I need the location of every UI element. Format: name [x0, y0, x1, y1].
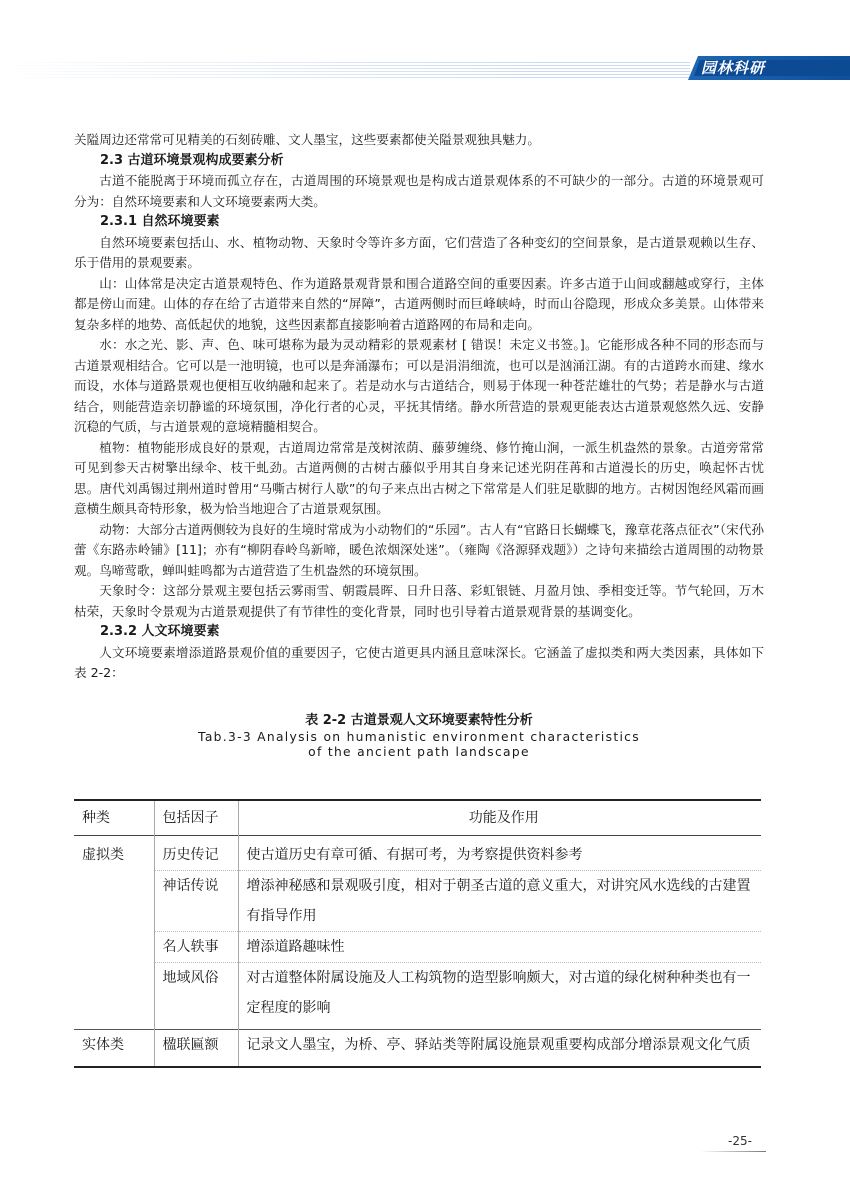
- paragraph-culture: 人文环境要素增添道路景观价值的重要因子，它使古道更具内涵且意味深长。它涵盖了虚拟类和两大类因素，具体如下表 2-2：: [74, 644, 764, 680]
- table-cell-factor: 神话传说: [154, 871, 238, 932]
- table-cell-desc: 记录文人墨宝，为桥、亭、驿站类等附属设施景观重要构成部分增添景观文化气质: [238, 1030, 761, 1068]
- table-caption-zh: 表 2-2 古道景观人文环境要素特性分析: [305, 713, 533, 728]
- paragraph-weather: 天象时令：这部分景观主要包括云雾雨雪、朝霞晨晖、日升日落、彩虹银链、月盈月蚀、季相变迁等。节气轮回，万木枯荣，天象时令景观为古道景观提供了有节律性的变化背景，同时也引导着古道景观背景的基调变化。: [74, 583, 764, 619]
- header-band: [0, 50, 850, 84]
- paragraph-nature: 自然环境要素包括山、水、植物动物、天象时令等许多方面，它们营造了各种变幻的空间景象，是古道景观赖以生存、乐于借用的景观要素。: [74, 234, 764, 270]
- table-cell-category: [74, 963, 154, 1030]
- table-header-row: [74, 800, 761, 836]
- header-stripes: [0, 62, 690, 78]
- table-header-category: 种类: [74, 800, 154, 836]
- table-cell-desc: 使古道历史有章可循、有据可考，为考察提供资料参考: [246, 847, 583, 863]
- table-cell-desc: 对古道整体附属设施及人工构筑物的造型影响颇大，对古道的绿化树种种类也有一定程度的影响: [238, 963, 761, 1030]
- article-body: [74, 130, 764, 684]
- table-header-function: 功能及作用: [468, 810, 539, 826]
- table-cell-category: [74, 932, 154, 963]
- table-cell-factor: 名人轶事: [154, 932, 238, 963]
- table-row: [74, 871, 761, 932]
- table-row: [74, 963, 761, 1030]
- table-cell-factor: 地域风俗: [154, 963, 238, 1030]
- table-row: [74, 836, 761, 871]
- table-caption-en-line1: Tab.3-3 Analysis on humanistic environment characteristics: [198, 730, 640, 744]
- table-cell-category: 虚拟类: [74, 836, 154, 871]
- journal-name: 园林科研: [700, 59, 765, 77]
- heading-2-3: 2.3 古道环境景观构成要素分析: [100, 152, 284, 168]
- table-cell-category: 实体类: [74, 1030, 154, 1068]
- paragraph-mountain: 山：山体常是决定古道景观特色、作为道路景观背景和围合道路空间的重要因素。许多古道于山间或翻越或穿行，主体都是傍山而建。山体的存在给了古道带来自然的“屏障”，古道两侧时而巨峰峡峙，时而山谷隐现，形成众多美景。山体带来复杂多样的地势、高低起伏的地貌，这些因素都直接影响着古道路网的布局和走向。: [74, 275, 764, 332]
- table-cell-desc: 增添神秘感和景观吸引度，相对于朝圣古道的意义重大，对讲究风水选线的古建置有指导作用: [238, 871, 761, 932]
- table-row: [74, 932, 761, 963]
- table-header-factor: 包括因子: [154, 800, 238, 836]
- paragraph-animal: 动物：大部分古道两侧较为良好的生境时常成为小动物们的“乐园”。古人有“官路日长蝴蝶飞，豫章花落点征衣”（宋代孙蕾《东路赤岭铺》[11]；亦有“柳阴春岭鸟新啼，暖色浓烟深处迷”。（雍陶《洛源驿戏题》）之诗句来描绘古道周围的动物景观。鸟啼莺歌，蝉叫蛙鸣都为古道营造了生机盎然的环境氛围。: [74, 521, 764, 578]
- table-cell-desc: 增添道路趣味性: [238, 932, 761, 963]
- heading-2-3-1: 2.3.1 自然环境要素: [100, 214, 220, 229]
- footer-rule: [700, 1151, 766, 1152]
- table-cell-category: [74, 871, 154, 932]
- table-cell-factor: 历史传记: [154, 836, 238, 871]
- table-row: [74, 1030, 761, 1068]
- paragraph-2-3: 古道不能脱离于环境而孤立存在，古道周围的环境景观也是构成古道景观体系的不可缺少的一部分。古道的环境景观可分为：自然环境要素和人文环境要素两大类。: [74, 173, 764, 209]
- paragraph-water: 水：水之光、影、声、色、味可堪称为最为灵动精彩的景观素材 [ 错误！未定义书签。]。它能形成各种不同的形态而与古道景观相结合。它可以是一池明镜，也可以是奔涌瀑布；可以是涓涓细流，也可以是汹涌江湖。有的古道跨水而建、缘水而设，水体与道路景观也便相互收纳融和起来了。若是动水与古道结合，则易于体现一种苍茫雄壮的气势；若是静水与古道结合，则能营造亲切静谧的环境氛围，净化行者的心灵，平抚其情绪。静水所营造的景观更能表达古道景观悠然久远、安静沉稳的气质，与古道景观的意境精髓相契合。: [74, 337, 764, 434]
- heading-2-3-2: 2.3.2 人文环境要素: [100, 624, 220, 639]
- table-caption-en-line2: of the ancient path landscape: [308, 745, 530, 759]
- table-caption: [74, 712, 764, 760]
- paragraph-intro-end: 关隘周边还常常可见精美的石刻砖雕、文人墨宝，这些要素都使关隘景观独具魅力。: [74, 132, 540, 147]
- page-number: -25-: [728, 1134, 752, 1148]
- paragraph-plant: 植物：植物能形成良好的景观，古道周边常常是茂树浓荫、藤萝缠绕、修竹掩山涧，一派生机盎然的景象。古道旁常常可见到参天古树擎出绿伞、枝干虬劲。古道两侧的古树古藤似乎用其自身来记述光阴荏苒和古道漫长的历史，唤起怀古忧思。唐代刘禹锡过荆州道时曾用“马嘶古树行人歇”的句子来点出古树之下常常是人们驻足歇脚的地方。古树因饱经风霜而画意横生颇具奇特形象，极为恰当地迎合了古道景观氛围。: [74, 439, 764, 516]
- humanistic-elements-table: [74, 799, 761, 1068]
- table-cell-factor: 楹联匾额: [154, 1030, 238, 1068]
